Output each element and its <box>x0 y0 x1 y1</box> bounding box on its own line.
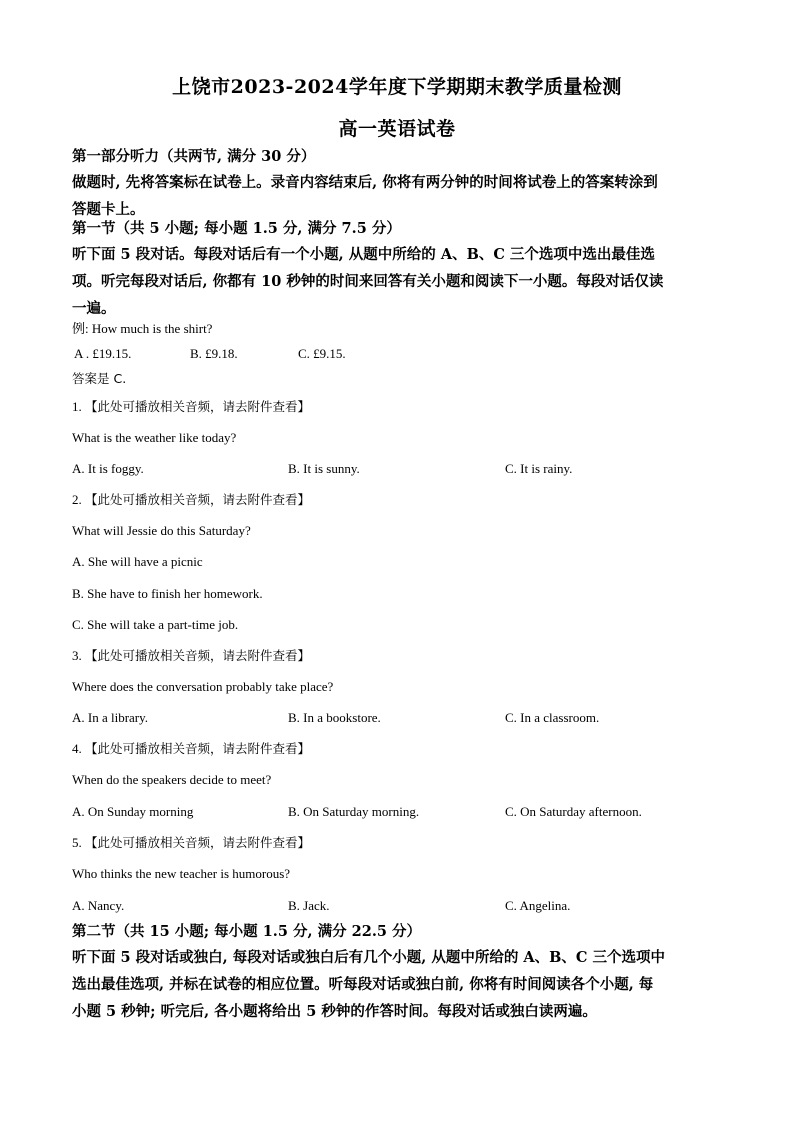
question-5-audio <box>72 834 310 852</box>
question-number: 5. <box>72 835 82 850</box>
example-option-b: B. £9.18. <box>190 346 238 361</box>
question-4-option-c: C. On Saturday afternoon. <box>505 804 642 819</box>
section1-heading: 第一节（共 5 小题; 每小题 1.5 分, 满分 7.5 分） <box>72 220 401 237</box>
question-1-text: What is the weather like today? <box>72 430 237 445</box>
example-question: 例: How much is the shirt? <box>72 321 213 336</box>
section1-instruction-line: 听下面 5 段对话。每段对话后有一个小题, 从题中所给的 A、B、C 三个选项中选出最佳选 <box>72 246 655 263</box>
question-2-audio <box>72 491 310 509</box>
section1-instruction-line: 项。听完每段对话后, 你都有 10 秒钟的时间来回答有关小题和阅读下一小题。每段对话仅读 <box>72 273 664 290</box>
example-answer: 答案是 C. <box>72 371 127 386</box>
question-5-text: Who thinks the new teacher is humorous? <box>72 866 291 881</box>
question-2-option-a: A. She will have a picnic <box>72 554 203 569</box>
question-2-option-b: B. She have to finish her homework. <box>72 586 263 601</box>
question-number: 2. <box>72 492 82 507</box>
question-2-text: What will Jessie do this Saturday? <box>72 523 251 538</box>
question-4-option-b: B. On Saturday morning. <box>288 804 420 819</box>
question-4-audio <box>72 740 310 758</box>
audio-note[interactable]: 【此处可播放相关音频，请去附件查看】 <box>85 648 311 663</box>
section1-instruction-line: 一遍。 <box>72 300 116 317</box>
exam-subtitle: 高一英语试卷 <box>338 118 456 140</box>
exam-title: 上饶市2023-2024学年度下学期期末教学质量检测 <box>172 76 622 98</box>
question-4-text: When do the speakers decide to meet? <box>72 772 272 787</box>
audio-note[interactable]: 【此处可播放相关音频，请去附件查看】 <box>85 492 311 507</box>
section2-instruction-line: 小题 5 秒钟; 听完后, 各小题将给出 5 秒钟的作答时间。每段对话或独白读两遍。 <box>72 1003 597 1020</box>
question-5-option-c: C. Angelina. <box>505 898 571 913</box>
part1-heading: 第一部分听力（共两节, 满分 30 分） <box>72 148 316 165</box>
part1-instruction-line: 答题卡上。 <box>72 201 145 218</box>
part1-instructions <box>72 169 724 223</box>
section2-instruction-line: 听下面 5 段对话或独白, 每段对话或独白后有几个小题, 从题中所给的 A、B、C 三个选项中 <box>72 949 666 966</box>
section2-instructions <box>72 944 724 1025</box>
question-2-option-c: C. She will take a part-time job. <box>72 617 239 632</box>
question-5-option-a: A. Nancy. <box>72 898 125 913</box>
section1-instructions <box>72 241 724 322</box>
question-number: 4. <box>72 741 82 756</box>
question-number: 1. <box>72 399 82 414</box>
question-5-option-b: B. Jack. <box>288 898 330 913</box>
audio-note[interactable]: 【此处可播放相关音频，请去附件查看】 <box>85 399 311 414</box>
question-number: 3. <box>72 648 82 663</box>
question-1-option-b: B. It is sunny. <box>288 461 360 476</box>
example-option-c: C. £9.15. <box>298 346 346 361</box>
question-1-option-a: A. It is foggy. <box>72 461 144 476</box>
question-3-option-b: B. In a bookstore. <box>288 710 381 725</box>
section2-heading: 第二节（共 15 小题; 每小题 1.5 分, 满分 22.5 分） <box>72 923 422 940</box>
question-3-text: Where does the conversation probably take place? <box>72 679 334 694</box>
example-option-a: A . £19.15. <box>74 346 132 361</box>
question-3-option-a: A. In a library. <box>72 710 149 725</box>
section2-instruction-line: 选出最佳选项, 并标在试卷的相应位置。听每段对话或独白前, 你将有时间阅读各个小题, 每 <box>72 976 654 993</box>
question-4-option-a: A. On Sunday morning <box>72 804 194 819</box>
audio-note[interactable]: 【此处可播放相关音频，请去附件查看】 <box>85 741 311 756</box>
question-1-option-c: C. It is rainy. <box>505 461 573 476</box>
question-1-audio <box>72 398 310 416</box>
question-3-option-c: C. In a classroom. <box>505 710 600 725</box>
part1-instruction-line: 做题时, 先将答案标在试卷上。录音内容结束后, 你将有两分钟的时间将试卷上的答案转涂到 <box>72 174 658 191</box>
question-3-audio <box>72 647 310 665</box>
audio-note[interactable]: 【此处可播放相关音频，请去附件查看】 <box>85 835 311 850</box>
